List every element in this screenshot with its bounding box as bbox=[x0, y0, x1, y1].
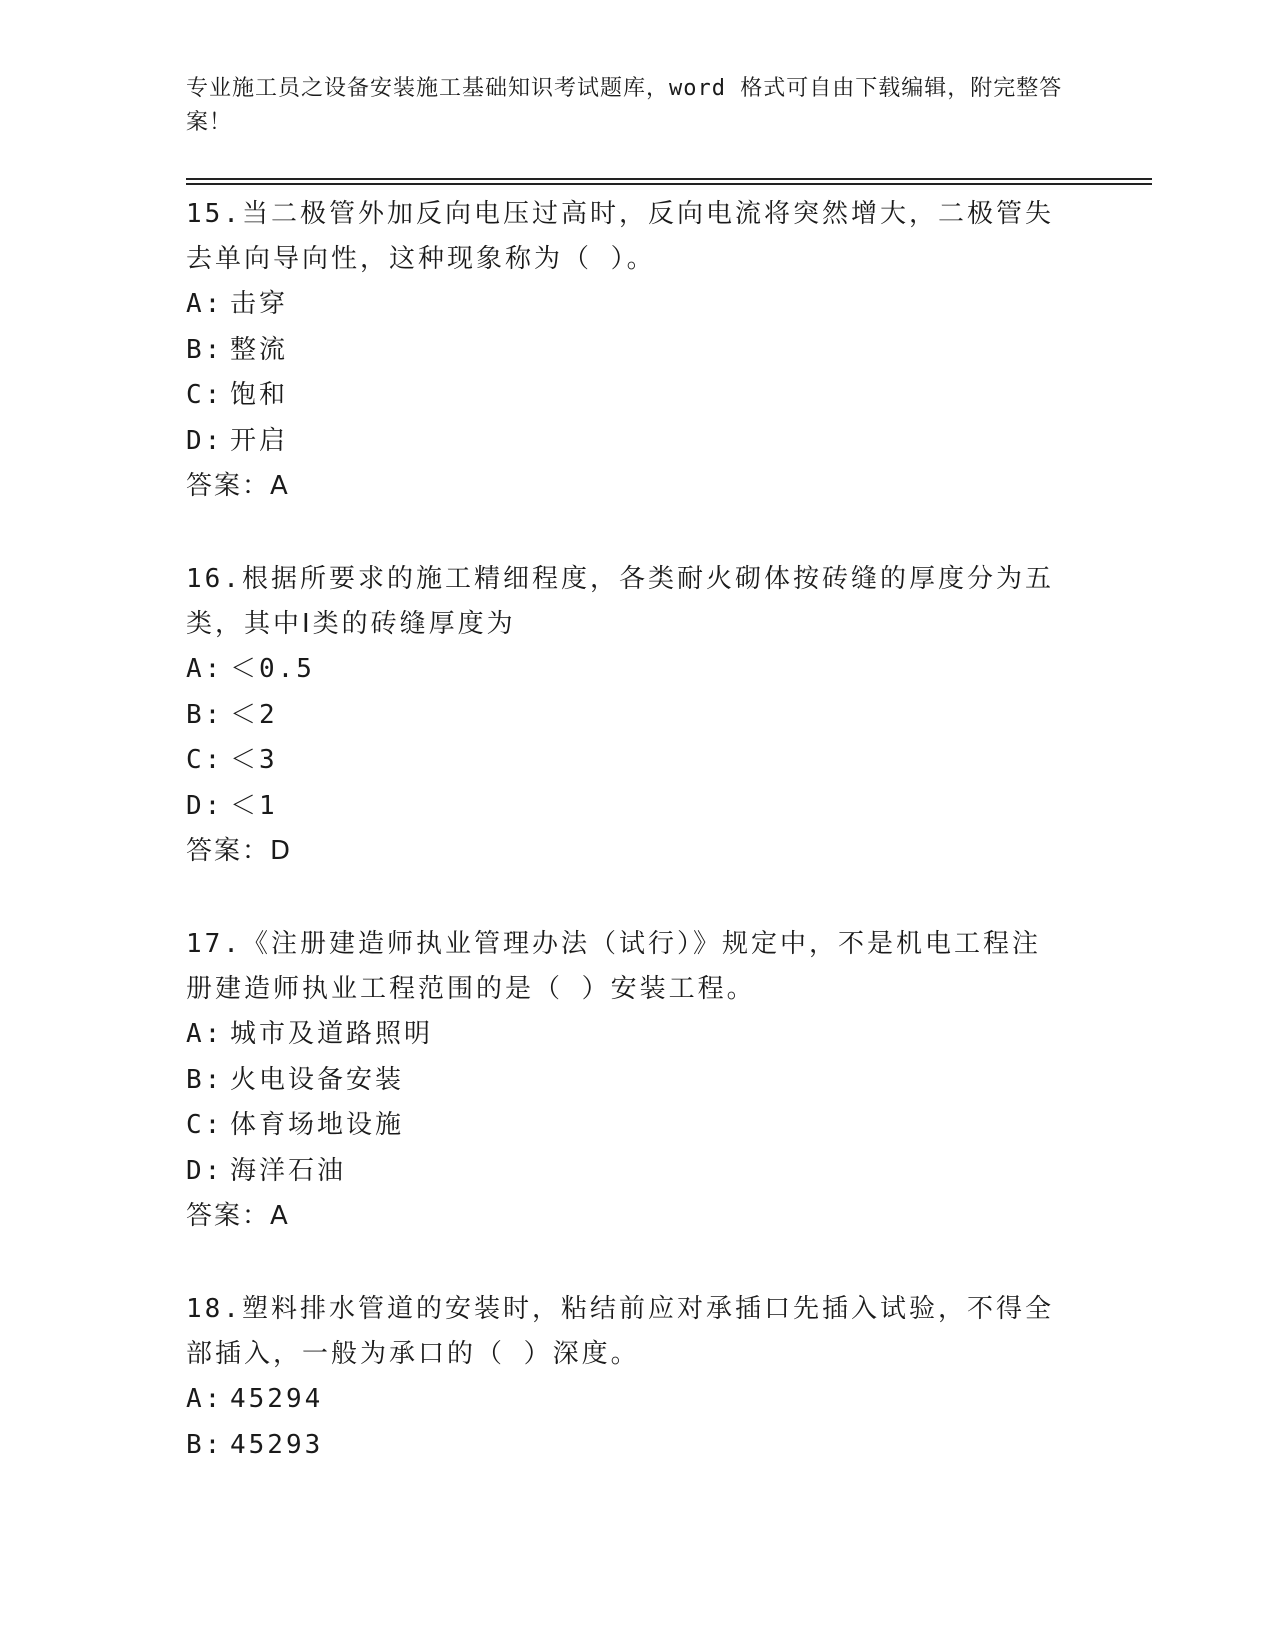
document-header: 专业施工员之设备安装施工基础知识考试题库，word 格式可自由下载编辑，附完整答案！ bbox=[186, 76, 1063, 135]
option-b bbox=[186, 1423, 1066, 1469]
header-divider-top bbox=[186, 178, 1152, 180]
option-a bbox=[186, 1377, 1066, 1423]
question-list bbox=[186, 192, 1066, 1516]
question-stem: 17.《注册建造师执业管理办法（试行）》规定中，不是机电工程注册建造师执业工程范围的是（ ）安装工程。 bbox=[186, 929, 1041, 1004]
option-letter: A: bbox=[186, 1019, 224, 1049]
option-letter: B: bbox=[186, 1429, 224, 1460]
option-text: 45294 bbox=[230, 1384, 324, 1414]
option-b bbox=[186, 693, 1066, 739]
question-16 bbox=[186, 557, 1066, 874]
question-stem: 16.根据所要求的施工精细程度，各类耐火砌体按砖缝的厚度分为五类，其中Ⅰ类的砖缝厚度为 bbox=[186, 564, 1054, 639]
option-letter: A: bbox=[186, 654, 224, 684]
option-letter: B: bbox=[186, 1064, 224, 1095]
option-c bbox=[186, 373, 1066, 419]
option-letter: D: bbox=[186, 1155, 224, 1186]
option-d bbox=[186, 1149, 1066, 1195]
question-15 bbox=[186, 192, 1066, 509]
option-text: 火电设备安装 bbox=[230, 1064, 405, 1095]
option-letter: A: bbox=[186, 1384, 224, 1414]
answer: 答案：D bbox=[186, 836, 293, 866]
option-text: 开启 bbox=[230, 425, 289, 456]
answer: 答案：A bbox=[186, 471, 290, 501]
option-a bbox=[186, 1012, 1066, 1058]
option-letter: D: bbox=[186, 425, 224, 456]
answer: 答案：A bbox=[186, 1201, 290, 1231]
option-b bbox=[186, 1058, 1066, 1104]
option-a bbox=[186, 647, 1066, 693]
option-letter: C: bbox=[186, 745, 224, 775]
question-stem: 15.当二极管外加反向电压过高时，反向电流将突然增大，二极管失去单向导向性，这种现象称为（ ）。 bbox=[186, 199, 1054, 274]
question-18 bbox=[186, 1287, 1066, 1468]
option-letter: C: bbox=[186, 380, 224, 410]
option-letter: B: bbox=[186, 334, 224, 365]
question-17 bbox=[186, 922, 1066, 1239]
option-text: ＜3 bbox=[230, 745, 278, 775]
option-d bbox=[186, 784, 1066, 830]
option-text: ＜1 bbox=[230, 790, 278, 821]
question-stem: 18.塑料排水管道的安装时，粘结前应对承插口先插入试验，不得全部插入，一般为承口的（ ）深度。 bbox=[186, 1294, 1054, 1369]
option-c bbox=[186, 1103, 1066, 1149]
header-divider-bottom bbox=[186, 183, 1152, 185]
option-c bbox=[186, 738, 1066, 784]
option-letter: B: bbox=[186, 699, 224, 730]
option-text: 整流 bbox=[230, 334, 289, 365]
option-b bbox=[186, 328, 1066, 374]
option-text: ＜2 bbox=[230, 699, 278, 730]
option-letter: C: bbox=[186, 1110, 224, 1140]
option-d bbox=[186, 419, 1066, 465]
option-text: 45293 bbox=[230, 1429, 324, 1460]
option-letter: A: bbox=[186, 289, 224, 319]
option-text: 击穿 bbox=[230, 289, 289, 319]
option-text: ＜0.5 bbox=[230, 654, 315, 684]
option-text: 城市及道路照明 bbox=[230, 1019, 434, 1049]
option-text: 海洋石油 bbox=[230, 1155, 347, 1186]
option-text: 体育场地设施 bbox=[230, 1110, 405, 1140]
option-letter: D: bbox=[186, 790, 224, 821]
option-text: 饱和 bbox=[230, 380, 289, 410]
option-a bbox=[186, 282, 1066, 328]
